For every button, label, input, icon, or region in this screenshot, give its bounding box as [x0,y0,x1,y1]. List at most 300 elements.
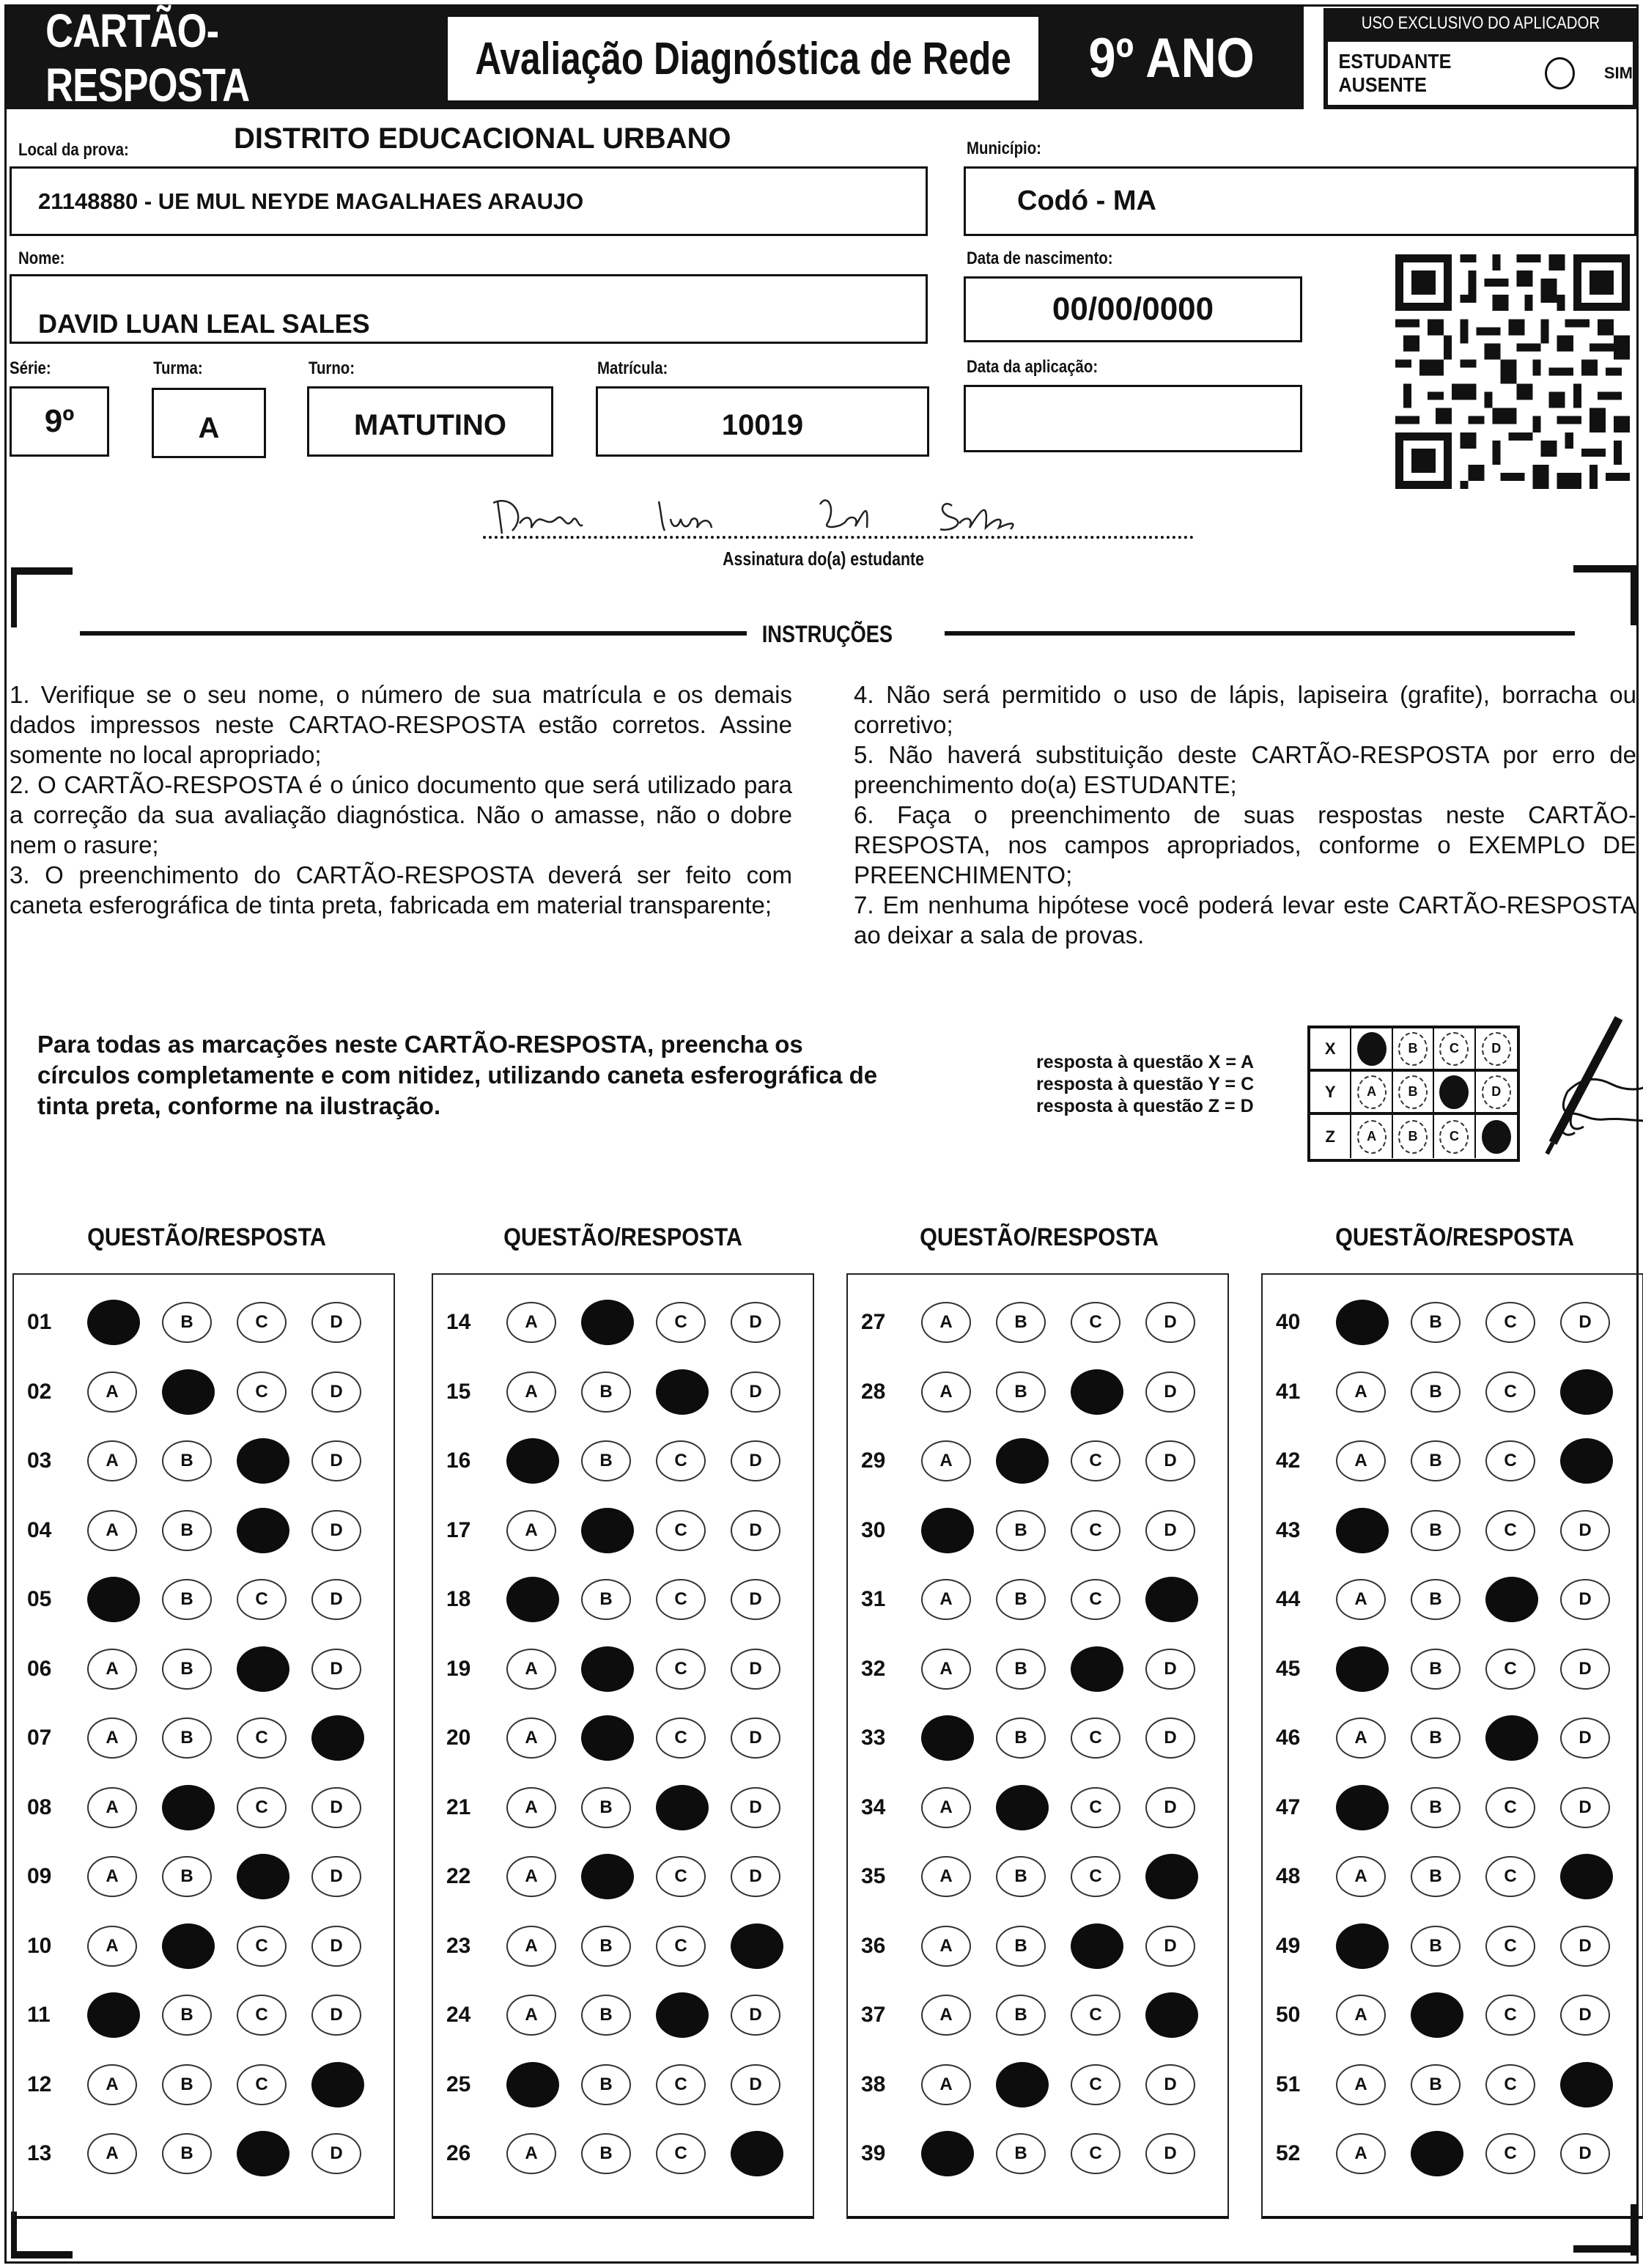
answer-bubble-c[interactable]: C [1485,1995,1535,2036]
answer-bubble-b[interactable]: B [581,1372,631,1413]
answer-bubble-c[interactable]: C [1071,1579,1120,1620]
answer-bubble-c[interactable]: C [1071,2133,1120,2174]
answer-bubble-c[interactable] [237,1508,289,1553]
answer-bubble-d[interactable]: D [1145,2133,1195,2174]
question-number: 04 [27,1517,52,1542]
answer-bubble-b[interactable]: B [996,2133,1046,2174]
answer-bubble-a[interactable]: A [1336,1995,1386,2036]
answer-bubble-c[interactable]: C [656,1856,706,1897]
question-row [848,2128,1227,2179]
answer-bubble-b[interactable]: B [162,1510,212,1551]
answer-bubble-c[interactable]: C [1485,1440,1535,1481]
exam-title-band [439,7,1040,109]
answer-bubble-c[interactable] [656,1992,709,2038]
answer-bubble-c[interactable]: C [1485,2133,1535,2174]
question-number: 16 [446,1448,471,1473]
answer-bubble-d[interactable]: D [1145,2064,1195,2105]
answer-bubble-d[interactable]: D [731,1579,780,1620]
answer-bubble-c[interactable]: C [1485,1649,1535,1690]
answer-column-4 [1261,1273,1643,2219]
answer-bubble-a[interactable]: A [506,1926,556,1967]
answer-bubble-c[interactable] [1071,1923,1123,1969]
answer-bubble-c[interactable]: C [1485,1926,1535,1967]
answer-bubble-a[interactable] [1336,1923,1389,1969]
answer-bubble-c[interactable]: C [237,1995,287,2036]
answer-bubble-a[interactable]: A [921,1649,971,1690]
question-number: 31 [861,1587,886,1611]
answer-bubble-b[interactable]: B [1411,1717,1461,1759]
answer-bubble-c[interactable]: C [1071,1856,1120,1897]
question-number: 21 [446,1794,471,1819]
answer-bubble-c[interactable]: C [656,2064,706,2105]
answer-column-1 [12,1273,395,2219]
turma-label: Turma: [153,358,203,378]
answer-bubble-c[interactable]: C [237,1372,287,1413]
answer-bubble-c[interactable]: C [1071,2064,1120,2105]
question-row [14,1921,394,1972]
nome-field: DAVID LUAN LEAL SALES [10,274,928,344]
instruction-item: 6. Faça o preenchimento de suas respostas neste CARTÃO-RESPOSTA, nos campos apropriados, conforme o EXEMPLO DE PREENCHIMENTO; [854,801,1636,888]
answer-bubble-b[interactable]: B [996,1856,1046,1897]
answer-bubble-d[interactable]: D [1145,1372,1195,1413]
corner-mark-top-right [1573,565,1636,572]
turma-field: A [152,388,266,458]
question-number: 18 [446,1587,471,1611]
question-row [433,2128,813,2179]
answer-bubble-d[interactable]: D [1145,1440,1195,1481]
answer-bubble-b[interactable] [162,1369,215,1415]
answer-bubble-c[interactable]: C [656,1579,706,1620]
answer-bubble-a[interactable]: A [1336,1579,1386,1620]
example-cell [1351,1115,1392,1158]
aplicacao-label: Data da aplicação: [967,357,1099,377]
answer-bubble-d[interactable]: D [1560,1717,1610,1759]
answer-bubble-b[interactable] [581,1715,634,1761]
answer-bubble-a[interactable]: A [87,2064,137,2105]
answer-bubble-c[interactable] [656,1369,709,1415]
card-title: CARTÃO-RESPOSTA [7,7,439,109]
question-row [1263,1435,1642,1487]
question-number: 22 [446,1864,471,1888]
answer-bubble-d[interactable]: D [731,1510,780,1551]
example-cell [1393,1028,1434,1069]
answer-bubble-b[interactable]: B [996,1302,1046,1343]
answer-bubble-d[interactable]: D [311,1649,361,1690]
question-number: 39 [861,2141,886,2165]
signature-line [483,536,1194,539]
answer-bubble-c[interactable]: C [237,1302,287,1343]
question-number: 33 [861,1726,886,1750]
answer-bubble-a[interactable] [921,2131,974,2176]
answer-bubble-d[interactable]: D [311,1787,361,1828]
question-row [1263,1574,1642,1625]
answer-bubble-a[interactable]: A [1336,2064,1386,2105]
question-row [14,1366,394,1418]
answer-bubble-a[interactable]: A [921,1856,971,1897]
answer-bubble-b[interactable]: B [996,1926,1046,1967]
corner-mark-top-left-v [11,567,17,627]
answer-bubble-c[interactable]: C [1485,1787,1535,1828]
answer-bubble-a[interactable]: A [506,1510,556,1551]
question-number: 23 [446,1933,471,1958]
answer-bubble-a[interactable] [921,1508,974,1553]
answer-bubble-c[interactable] [1071,1369,1123,1415]
answer-bubble-d[interactable]: D [731,1372,780,1413]
answer-bubble-b[interactable] [1411,1992,1463,2038]
answer-bubble-d[interactable] [731,2131,783,2176]
example-legend [1036,1051,1254,1117]
instruction-item: 3. O preenchimento do CARTÃO-RESPOSTA deverá ser feito com caneta esferográfica de tinta preta, fabricada em material transparente; [10,861,792,918]
answer-bubble-d[interactable]: D [1560,1995,1610,2036]
answer-bubble-b[interactable]: B [1411,1856,1461,1897]
applicator-title: USO EXCLUSIVO DO APLICADOR [1361,13,1600,33]
question-number: 40 [1276,1310,1301,1334]
question-number: 29 [861,1448,886,1473]
answer-bubble-a[interactable]: A [921,1440,971,1481]
answer-bubble-b[interactable]: B [162,2133,212,2174]
answer-bubble-b[interactable] [996,1785,1049,1830]
answer-bubble-b[interactable]: B [581,2133,631,2174]
answer-bubble-b[interactable]: B [581,1926,631,1967]
instructions-right [854,680,1636,950]
answer-bubble-a[interactable]: A [921,1995,971,2036]
answer-bubble-a[interactable]: A [506,1787,556,1828]
absent-label: ESTUDANTE AUSENTE [1338,50,1452,96]
answer-bubble-d[interactable] [1145,1854,1198,1899]
answer-bubble-a[interactable]: A [921,1787,971,1828]
matricula-label: Matrícula: [597,358,668,378]
corner-mark-top-right-v [1631,565,1636,625]
answer-bubble-b[interactable]: B [162,1649,212,1690]
answer-bubble-d[interactable]: D [1560,1649,1610,1690]
answer-bubble-c[interactable]: C [1071,1787,1120,1828]
answer-bubble-a[interactable]: A [87,1787,137,1828]
answer-bubble-c[interactable]: C [1485,1372,1535,1413]
question-number: 45 [1276,1656,1301,1681]
answer-bubble-d[interactable]: D [731,1649,780,1690]
answer-bubble-c[interactable]: C [656,2133,706,2174]
answer-bubble-c[interactable] [1071,1646,1123,1692]
answer-bubble-c[interactable]: C [656,1926,706,1967]
answer-bubble-c[interactable]: C [656,1302,706,1343]
answer-bubble-c[interactable]: C [237,1926,287,1967]
answer-bubble-d[interactable]: D [1560,2133,1610,2174]
answer-bubble-c[interactable]: C [1485,1302,1535,1343]
question-row [848,1505,1227,1556]
answer-bubble-c[interactable]: C [1485,1856,1535,1897]
question-number: 51 [1276,2072,1301,2096]
answer-bubble-d[interactable]: D [731,1302,780,1343]
answer-bubble-d[interactable]: D [731,1787,780,1828]
answer-bubble-d[interactable]: D [1145,1302,1195,1343]
question-number: 24 [446,2003,471,2027]
answer-bubble-a[interactable] [1336,1646,1389,1692]
instruction-item: 1. Verifique se o seu nome, o número de sua matrícula e os demais dados impressos neste CARTAO-RESPOSTA estão corretos. Assine somente no local apropriado; [10,681,792,768]
answer-bubble-b[interactable]: B [1411,1649,1461,1690]
example-row [1310,1028,1517,1072]
section-header-2: QUESTÃO/RESPOSTA [503,1223,742,1251]
answer-bubble-c[interactable]: C [237,1787,287,1828]
answer-bubble-a[interactable] [87,1300,140,1345]
answer-bubble-d[interactable]: D [731,1440,780,1481]
answer-bubble-a[interactable]: A [506,2133,556,2174]
answer-bubble-c[interactable]: C [1485,1510,1535,1551]
answer-bubble-c[interactable] [1485,1577,1538,1622]
answer-bubble-c[interactable] [237,1438,289,1484]
instruction-item: 7. Em nenhuma hipótese você poderá levar este CARTÃO-RESPOSTA ao deixar a sala de provas. [854,891,1636,949]
answer-bubble-c[interactable]: C [1071,1440,1120,1481]
example-bubble-a: A [1357,1120,1387,1154]
answer-bubble-d[interactable]: D [1145,1787,1195,1828]
answer-bubble-a[interactable]: A [921,1302,971,1343]
question-row [433,1712,813,1764]
answer-bubble-a[interactable]: A [506,1856,556,1897]
answer-bubble-c[interactable] [237,1646,289,1692]
answer-bubble-d[interactable]: D [731,1856,780,1897]
answer-bubble-a[interactable] [921,1715,974,1761]
example-bubble-b: B [1398,1120,1428,1154]
answer-bubble-b[interactable]: B [1411,1510,1461,1551]
answer-bubble-b[interactable]: B [162,2064,212,2105]
answer-bubble-a[interactable] [1336,1300,1389,1345]
answer-bubble-b[interactable] [581,1300,634,1345]
question-number: 15 [446,1379,471,1404]
question-number: 27 [861,1310,886,1334]
answer-bubble-d[interactable] [1560,1854,1613,1899]
answer-bubble-a[interactable]: A [921,1926,971,1967]
answer-bubble-b[interactable]: B [581,1440,631,1481]
answer-bubble-c[interactable] [237,1854,289,1899]
answer-bubble-c[interactable]: C [1071,1717,1120,1759]
answer-bubble-b[interactable]: B [1411,1926,1461,1967]
answer-bubble-b[interactable] [1411,2131,1463,2176]
answer-bubble-a[interactable]: A [921,1579,971,1620]
answer-bubble-a[interactable] [87,1992,140,2038]
answer-bubble-d[interactable]: D [1560,1510,1610,1551]
question-number: 28 [861,1379,886,1404]
question-row [848,1712,1227,1764]
answer-bubble-b[interactable]: B [996,1717,1046,1759]
answer-bubble-d[interactable]: D [311,1372,361,1413]
answer-bubble-a[interactable]: A [506,1302,556,1343]
answer-bubble-d[interactable]: D [311,1440,361,1481]
answer-bubble-d[interactable]: D [311,2133,361,2174]
answer-bubble-b[interactable]: B [1411,1787,1461,1828]
answer-bubble-a[interactable] [506,1438,559,1484]
answer-bubble-d[interactable]: D [1145,1649,1195,1690]
section-header-1: QUESTÃO/RESPOSTA [87,1223,326,1251]
answer-bubble-b[interactable] [996,2062,1049,2107]
answer-bubble-d[interactable]: D [1145,1926,1195,1967]
answer-bubble-c[interactable]: C [237,1717,287,1759]
question-row [1263,1851,1642,1902]
answer-bubble-a[interactable]: A [1336,1717,1386,1759]
answer-bubble-b[interactable]: B [581,1787,631,1828]
answer-bubble-b[interactable]: B [996,1579,1046,1620]
answer-bubble-d[interactable] [1560,1369,1613,1415]
answer-bubble-c[interactable]: C [656,1440,706,1481]
answer-bubble-c[interactable] [1485,1715,1538,1761]
answer-bubble-d[interactable] [1560,1438,1613,1484]
answer-bubble-d[interactable]: D [311,1302,361,1343]
question-number: 14 [446,1310,471,1334]
question-row [433,1989,813,2041]
answer-bubble-a[interactable]: A [1336,1372,1386,1413]
answer-bubble-b[interactable]: B [1411,1372,1461,1413]
answer-bubble-d[interactable]: D [311,1926,361,1967]
answer-bubble-b[interactable]: B [581,1995,631,2036]
answer-bubble-b[interactable] [996,1438,1049,1484]
question-row [1263,1643,1642,1695]
answer-bubble-c[interactable] [656,1785,709,1830]
municipio-label: Município: [967,139,1041,158]
answer-bubble-b[interactable]: B [996,1995,1046,2036]
answer-bubble-d[interactable] [1560,2062,1613,2107]
answer-bubble-d[interactable]: D [311,1995,361,2036]
question-row [1263,1921,1642,1972]
question-number: 32 [861,1656,886,1681]
answer-bubble-d[interactable]: D [311,1579,361,1620]
question-number: 13 [27,2141,52,2165]
question-row [1263,1712,1642,1764]
answer-bubble-a[interactable] [1336,1785,1389,1830]
answer-bubble-d[interactable]: D [1560,1579,1610,1620]
aplicacao-field [964,385,1302,452]
answer-bubble-a[interactable]: A [506,1717,556,1759]
answer-bubble-c[interactable]: C [237,2064,287,2105]
answer-bubble-a[interactable]: A [87,1856,137,1897]
serie-field: 9º [10,386,109,457]
answer-bubble-d[interactable]: D [731,1995,780,2036]
answer-bubble-b[interactable] [162,1923,215,1969]
question-number: 07 [27,1726,52,1750]
answer-bubble-d[interactable]: D [1560,1926,1610,1967]
question-number: 35 [861,1864,886,1888]
answer-bubble-c[interactable]: C [656,1510,706,1551]
answer-bubble-b[interactable]: B [1411,1302,1461,1343]
question-number: 06 [27,1656,52,1681]
answer-bubble-d[interactable] [311,2062,364,2107]
answer-bubble-b[interactable]: B [581,2064,631,2105]
answer-bubble-b[interactable]: B [162,1302,212,1343]
nascimento-field: 00/00/0000 [964,276,1302,342]
answer-bubble-a[interactable]: A [506,1372,556,1413]
question-number: 17 [446,1517,471,1542]
answer-bubble-d[interactable]: D [731,1717,780,1759]
answer-bubble-b[interactable] [581,1508,634,1553]
answer-bubble-b[interactable]: B [996,1510,1046,1551]
question-row [848,1435,1227,1487]
answer-bubble-a[interactable]: A [506,1649,556,1690]
question-row [1263,1505,1642,1556]
answer-bubble-d[interactable] [1145,1992,1198,2038]
answer-bubble-d[interactable]: D [1560,1302,1610,1343]
answer-bubble-d[interactable]: D [1145,1717,1195,1759]
answer-bubble-d[interactable] [731,1923,783,1969]
answer-bubble-a[interactable] [87,1577,140,1622]
answer-bubble-a[interactable]: A [87,1440,137,1481]
answer-bubble-b[interactable]: B [162,1856,212,1897]
answer-bubble-b[interactable]: B [1411,1440,1461,1481]
example-cell [1434,1028,1475,1069]
answer-bubble-a[interactable] [506,1577,559,1622]
answer-bubble-a[interactable] [1336,1508,1389,1553]
answer-bubble-c[interactable]: C [656,1717,706,1759]
answer-bubble-b[interactable]: B [162,1579,212,1620]
answer-bubble-d[interactable] [311,1715,364,1761]
answer-bubble-d[interactable]: D [311,1510,361,1551]
answer-bubble-b[interactable]: B [162,1440,212,1481]
answer-bubble-a[interactable]: A [506,1995,556,2036]
absent-option-label: SIM [1603,64,1633,82]
answer-bubble-a[interactable]: A [87,1649,137,1690]
question-row [433,1574,813,1625]
local-label: Local da prova: [18,140,129,160]
question-row [433,1782,813,1833]
answer-bubble-c[interactable]: C [1071,1302,1120,1343]
fill-instructions: Para todas as marcações neste CARTÃO-RESPOSTA, preencha os círculos completamente e com nitidez, utilizando caneta esferográfica de tinta preta, conforme na ilustração. [37,1031,878,1119]
answer-bubble-c[interactable]: C [1485,2064,1535,2105]
answer-bubble-b[interactable] [581,1854,634,1899]
answer-bubble-a[interactable]: A [87,1717,137,1759]
question-row [848,1921,1227,1972]
exam-title: Avaliação Diagnóstica de Rede [475,33,1011,84]
answer-bubble-d[interactable]: D [311,1856,361,1897]
answer-bubble-c[interactable]: C [237,1579,287,1620]
answer-bubble-b[interactable]: B [581,1579,631,1620]
example-bubble-d: D [1482,1075,1511,1109]
answer-bubble-b[interactable] [581,1646,634,1692]
answer-bubble-a[interactable]: A [87,1372,137,1413]
answer-bubble-a[interactable]: A [1336,1440,1386,1481]
corner-mark-bottom-right [1573,2245,1636,2253]
question-row [848,1643,1227,1695]
answer-bubble-b[interactable]: B [996,1372,1046,1413]
answer-bubble-a[interactable]: A [1336,1856,1386,1897]
answer-bubble-c[interactable] [237,2131,289,2176]
answer-bubble-c[interactable]: C [1071,1510,1120,1551]
answer-bubble-d[interactable]: D [1145,1510,1195,1551]
answer-bubble-c[interactable]: C [1071,1995,1120,2036]
question-row [433,1505,813,1556]
answer-bubble-a[interactable]: A [87,1926,137,1967]
absent-bubble[interactable] [1545,57,1575,89]
answer-bubble-a[interactable]: A [921,2064,971,2105]
example-cell [1434,1115,1475,1158]
answer-bubble-a[interactable]: A [1336,2133,1386,2174]
question-row [14,1435,394,1487]
answer-bubble-b[interactable]: B [162,1995,212,2036]
hand-pen-illustration [1502,1004,1643,1165]
answer-bubble-a[interactable] [506,2062,559,2107]
answer-bubble-b[interactable]: B [1411,1579,1461,1620]
answer-bubble-c[interactable]: C [656,1649,706,1690]
answer-bubble-a[interactable]: A [87,1510,137,1551]
answer-bubble-d[interactable]: D [1560,1787,1610,1828]
answer-bubble-b[interactable]: B [162,1717,212,1759]
answer-bubble-d[interactable] [1145,1577,1198,1622]
answer-bubble-b[interactable]: B [996,1649,1046,1690]
answer-bubble-a[interactable]: A [87,2133,137,2174]
question-row [848,1366,1227,1418]
answer-bubble-d[interactable]: D [731,2064,780,2105]
applicator-box [1323,8,1637,109]
example-bubble-b: B [1398,1032,1428,1066]
answer-bubble-a[interactable]: A [921,1372,971,1413]
answer-bubble-b[interactable] [162,1785,215,1830]
answer-bubble-b[interactable]: B [1411,2064,1461,2105]
question-row [14,1643,394,1695]
